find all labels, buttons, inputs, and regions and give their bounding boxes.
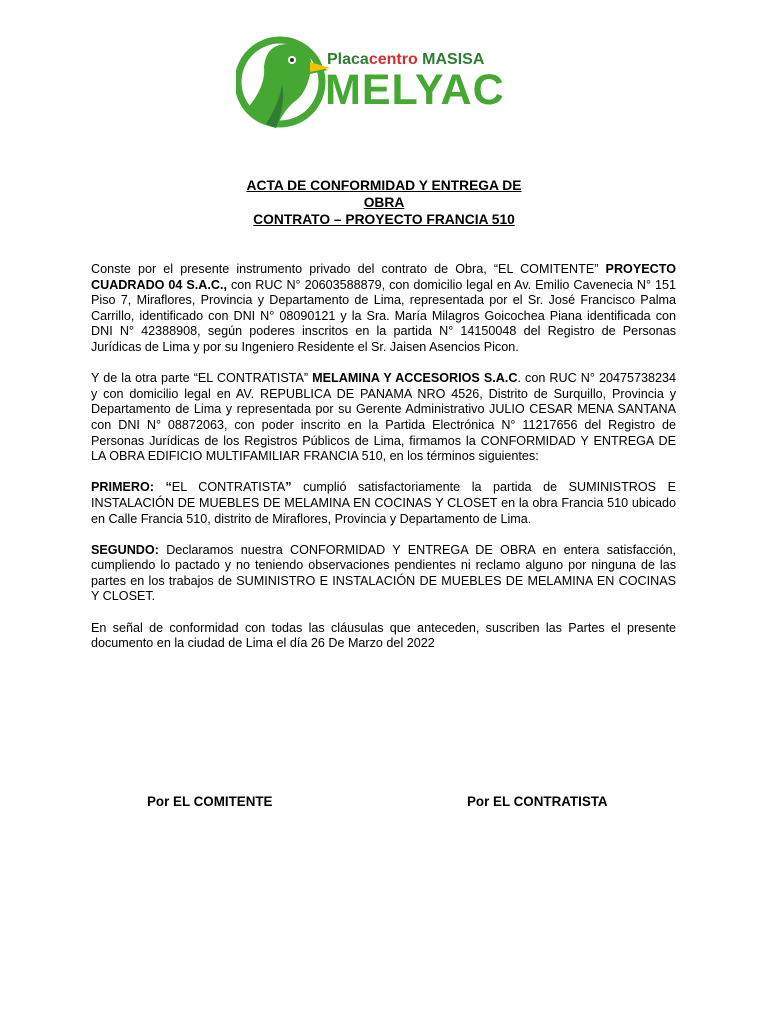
title-line-1: ACTA DE CONFORMIDAD Y ENTREGA DE bbox=[246, 178, 522, 193]
paragraph-segundo bbox=[91, 543, 676, 605]
title-line-3: CONTRATO – PROYECTO FRANCIA 510 bbox=[253, 212, 515, 227]
paragraph-comitente bbox=[91, 262, 676, 356]
paragraph-text: Conste por el presente instrumento privado del contrato de Obra, “EL COMITENTE” bbox=[91, 262, 606, 276]
paragraph-closing bbox=[91, 621, 676, 652]
signature-comitente: Por EL COMITENTE bbox=[147, 794, 273, 809]
paragraph-text: Declaramos nuestra CONFORMIDAD Y ENTREGA DE OBRA en entera satisfacción, cumpliendo lo pactado y no teniendo observaciones pendientes ni reclamo alguno por ninguna de las partes en los trabajos de SUMINISTRO E INSTALACIÓN DE MUEBLES DE MELAMINA EN COCINAS Y CLOSET. bbox=[91, 542, 676, 604]
signature-contratista: Por EL CONTRATISTA bbox=[467, 794, 608, 809]
paragraph-text: . con RUC N° 20475738234 y con domicilio legal en AV. REPUBLICA DE PANAMA NRO 4526, Distrito de Surquillo, Provincia y Departamento de Lima y representada por su Gerente Administrativo JULIO CESAR MENA SANTANA con DNI N° 08872063, con poder inscrito en la Partida Electrónica N° 11217656 del Registro de Personas Jurídicas de los Registros Públicos de Lima, firmamos la CONFORMIDAD Y ENTREGA DE LA OBRA EDIFICIO MULTIFAMILIAR FRANCIA 510, en los términos siguientes: bbox=[91, 371, 677, 464]
document-title bbox=[0, 177, 768, 228]
company-name: MELAMINA Y ACCESORIOS S.A.C bbox=[312, 371, 518, 386]
clause-label: PRIMERO: “ bbox=[91, 480, 172, 495]
company-name: PROYECTO CUADRADO 04 S.A.C., bbox=[91, 262, 676, 292]
logo-tagline: Placacentro MASISA bbox=[327, 51, 485, 68]
title-line-2: OBRA bbox=[363, 195, 405, 210]
paragraph-text: EL CONTRATISTA bbox=[171, 480, 286, 495]
company-logo bbox=[236, 32, 536, 132]
logo-brand: MELYAC bbox=[325, 66, 505, 114]
quote-mark: ” bbox=[285, 480, 292, 495]
paragraph-primero bbox=[91, 480, 676, 527]
document-body bbox=[91, 262, 676, 667]
clause-label: SEGUNDO: bbox=[91, 542, 159, 557]
paragraph-text: con RUC N° 20603588879, con domicilio legal en Av. Emilio Cavenecia N° 151 Piso 7, Miraflores, Provincia y Departamento de Lima, representada por el Sr. José Francisco Palma Carrillo, identificado con DNI N° 08090121 y la Sra. María Milagros Goicochea Piana identificada con DNI N° 42388908, según poderes inscritos en la partida N° 14150048 del Registro de Personas Jurídicas de Lima y por su Ingeniero Residente el Sr. Jaisen Asencios Picon. bbox=[91, 277, 676, 354]
paragraph-text: Y de la otra parte “EL CONTRATISTA” bbox=[91, 371, 313, 386]
paragraph-text: En señal de conformidad con todas las cláusulas que anteceden, suscriben las Partes el presente documento en la ciudad de Lima el día 26 De Marzo del 2022 bbox=[91, 620, 676, 651]
paragraph-text: cumplió satisfactoriamente la partida de SUMINISTROS E INSTALACIÓN DE MUEBLES DE MELAMINA EN COCINAS Y CLOSET en la obra Francia 510 ubicado en Calle Francia 510, distrito de Miraflores, Provincia y Departamento de Lima. bbox=[91, 480, 676, 526]
paragraph-contratista bbox=[91, 371, 676, 465]
melyac-logo-icon bbox=[236, 32, 536, 132]
